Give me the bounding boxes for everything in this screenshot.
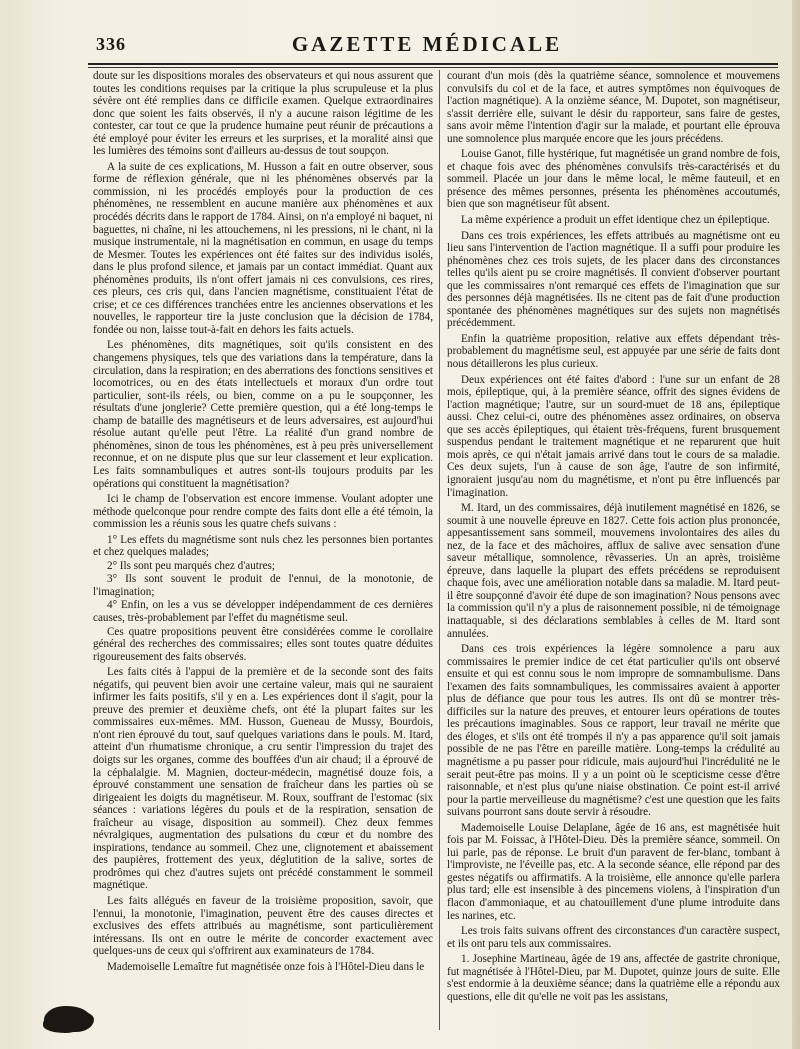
paragraph: La même expérience a produit un effet identique chez un épileptique.	[461, 214, 770, 227]
page-number: 336	[96, 34, 126, 54]
paragraph: Les phénomènes, dits magnétiques, soit qu'ils consistent en des changemens physiques, tels que des variations dans la température, dans la circulation, dans la respiration; en des aberrations des fonctions sensitives et locomotrices, ou en des états intellectuels et moraux d'un ordre tout particulier, sont-ils réels, ou bien, comme on a pu le soupçonner, les résultats d'une jonglerie? Cette première question, qui a été long-temps le champ de bataille des magnétiseurs et de leurs adversaires, est aujourd'hui résolue autant qu'elle peut l'être. La réalité d'un grand nombre de phénomènes, sinon de tous les phénomènes, est à peu près universellement reconnue, et on ne dispute plus que sur leur classement et leur explication. Les faits somnambuliques et autres sont-ils toujours produits par les opérations qui constituent la magnétisation?	[93, 339, 433, 490]
paragraph: Dans ces trois expériences la légère somnolence a paru aux commissaires le premier indice de cet état particulier qu'ils ont observé ensuite et qui est connu sous le nom impropre de somnambulisme. Dans l'examen des faits somnambuliques, les commissaires avaient à apporter plus de défiance que pour tous les autres. Ils ont dû se montrer très-difficiles sur la nature des preuves, et entourer leurs opérations de toutes les précautions imaginables. Sous ce rapport, leur travail ne mérite que des éloges, et s'ils ont été trompés il n'y a pas apparence qu'il soit jamais possible de ne pas l'être en pareille matière. Long-temps la crédulité au magnétisme a pu passer pour ridicule, mais aujourd'hui l'incrédulité ne le serait peut-être pas moins. Il y a un point où le scepticisme cesse d'être raisonnable, et n'est plus qu'une niaise obstination. Ce point est-il arrivé pour la partie merveilleuse du magnétisme? c'est une question que les faits suivans pourront sans doute servir à résoudre.	[447, 643, 780, 819]
paragraph: Mademoiselle Louise Delaplane, âgée de 16 ans, est magnétisée huit fois par M. Foissac, à l'Hôtel-Dieu. Dès la première séance, sommeil. On lui parle, pas de réponse. Le bruit d'un paravent de fer-blanc, tombant à l'improviste, ne l'éveille pas, etc. A la seconde séance, elle répond par des gestes négatifs ou affirmatifs. A la troisième, elle annonce qu'elle parlera plus tard; elle est insensible à des pincemens violens, à l'inspiration d'un flacon d'ammoniaque, et au chatouillement d'une plume introduite dans les narines, etc.	[447, 821, 780, 922]
paragraph: Louise Ganot, fille hystérique, fut magnétisée un grand nombre de fois, et chaque fois avec des phénomènes convulsifs très-caractérisés et du sommeil. Placée un jour dans le même local, le même fauteuil, et en présence des mêmes personnes, présenta les phénomènes accoutumés, bien que son magnétiseur fût absent.	[447, 148, 780, 211]
paragraph: doute sur les dispositions morales des observateurs et qui nous assurent que toutes les conditions requises par la critique la plus scrupuleuse et la plus sévère ont été remplies dans ce difficile examen. Quelque extraordinaires donc que soient les faits observés, il n'y a aucune raison légitime de les contester, car tout ce que la prudence humaine peut réunir de précautions a été employé pour éviter les erreurs et les surprises, et la moralité ainsi que les lumières des témoins sont d'ailleurs au-dessus de tout soupçon.	[93, 70, 433, 158]
paragraph: courant d'un mois (dès la quatrième séance, somnolence et mouvemens convulsifs du col et de la face, et autres symptômes non équivoques de l'action magnétique). A la onzième séance, M. Dupotet, son magnétiseur, s'assit derrière elle, suivant le désir du rapporteur, sans faire de gestes, sans avoir même l'intention d'agir sur la malade, et pourtant elle éprouva une somnolence plus marquée encore que les jours précédens.	[447, 70, 780, 145]
header-rule-thin	[88, 67, 778, 68]
paragraph: 1. Josephine Martineau, âgée de 19 ans, affectée de gastrite chronique, fut magnétisée à l'Hôtel-Dieu, par M. Dupotet, quinze jours de suite. Elle s'est endormie à la deuxième séance; dans la quatrième elle a répondu aux questions, elle dit qu'elle ne voit pas les assistans,	[447, 953, 780, 1003]
ink-blot	[44, 1006, 90, 1032]
page-header	[74, 30, 780, 64]
paragraph: Deux expériences ont été faites d'abord : l'une sur un enfant de 28 mois, épileptique, qui, à la première séance, offrit des signes évidens de l'action magnétique; l'autre, sur un sourd-muet de 18 ans, épileptique aussi. Chez celui-ci, outre des phénomènes assez ordinaires, on observa que ses accès épileptiques, qui étaient très-fréquens, furent brusquement suspendus pendant le traitement magnétique et ne reparurent que huit mois après, ce qui n'était jamais arrivé dans tout le cours de sa maladie. Ces deux sujets, l'un à cause de son âge, l'autre de son infirmité, ignoraient jusqu'au nom du magnétisme, et n'ont pu être influencés par l'imagination.	[447, 373, 780, 499]
list-item: 1° Les effets du magnétisme sont nuls chez les personnes bien portantes et chez quelques malades;	[93, 533, 433, 559]
list-item: 3° Ils sont souvent le produit de l'ennui, de la monotonie, de l'imagination;	[93, 573, 433, 598]
paragraph: Mademoiselle Lemaître fut magnétisée onze fois à l'Hôtel-Dieu dans le	[107, 960, 425, 973]
paragraph: Enfin la quatrième proposition, relative aux effets dépendant très-probablement du magnétisme seul, est appuyée par une série de faits dont nous détaillerons les plus curieux.	[447, 332, 780, 371]
journal-title: GAZETTE MÉDICALE	[291, 32, 563, 56]
paragraph: Dans ces trois expériences, les effets attribués au magnétisme ont eu lieu sans l'intervention de l'action magnétique. Il a suffi pour produire les phénomènes chez ces trois sujets, de les placer dans des circonstances telles qu'ils aient pu se croire magnétisés. Il convient d'observer pourtant que les commissaires n'ont remarqué ces effets de l'imagination que sur des personnes déjà magnétisées. Ils ne citent pas de fait d'une production spontanée des phénomènes magnétiques sur des sujets non magnétisés précédemment.	[447, 229, 780, 330]
page-edge	[792, 0, 800, 1049]
paragraph: Les faits cités à l'appui de la première et de la seconde sont des faits négatifs, qui peuvent bien avoir une certaine valeur, mais qui ne sauraient infirmer les faits positifs, s'il y en a. Les expériences dont il s'agit, pour la preuve des premier et deuxième chefs, ont été la plupart faites sur les commissaires eux-mêmes. MM. Husson, Gueneau de Mussy, Bourdois, n'ont rien éprouvé du tout, sauf quelques variations dans le pouls. M. Itard, atteint d'un rhumatisme chronique, a cru sentir l'impression du trajet des doigts sur les organes, comme des bouffées d'un air chaud; il a éprouvé de la céphalalgie. M. Magnien, docteur-médecin, magnétisé douze fois, a éprouvé constamment une sensation de fraîcheur dans les parties où se dirigeaient les doigts du magnétiseur. M. Roux, souffrant de l'estomac (six séances : variations légères du pouls et de la respiration, sensation de fraîcheur au visage, disposition au sommeil). Chez deux femmes névralgiques, augmentation des pulsations du cœur et du nombre des inspirations, tendance au sommeil. Chez une, clignotement et abaissement des paupières, frottement des yeux, déglutition de la salive, sortes de prodrômes qui chez d'autres sujets ont précédé constamment le sommeil magnétique.	[93, 666, 433, 892]
list-item: 2° Ils sont peu marqués chez d'autres;	[107, 559, 275, 572]
paragraph: A la suite de ces explications, M. Husson a fait en outre observer, sous forme de réflexion générale, que ni les phénomènes observés par la commission, ni les procédés employés pour la production de ces phénomènes, ne ressemblent en aucune manière aux phénomènes et aux procédés décrits dans le rapport de 1784. Ainsi, on n'a employé ni baquet, ni baguettes, ni chaîne, ni les attouchemens, ni les pressions, ni le chant, ni la musique instrumentale, ni la magnétisation en commun, en usage du temps de Mesmer. Toutes les expériences ont été faites sur des individus isolés, dans le plus profond silence, et jamais par un contact immédiat. Quant aux phénomènes produits, ils n'ont offert jamais ni ces convulsions, ces rires, ces pleurs, ces cris qui, dans l'ancien magnétisme, constituaient l'état de crise; et ce ces différences tranchées entre les anciennes observations et les nouvelles, le rapporteur tire la juste conclusion que la décision de 1784, fondée ou non, laisse tout-à-fait en dehors les faits actuels.	[93, 160, 433, 336]
left-column	[93, 70, 433, 1035]
paragraph: Les trois faits suivans offrent des circonstances d'un caractère suspect, et ils ont paru tels aux commissaires.	[447, 925, 780, 950]
paragraph: Ici le champ de l'observation est encore immense. Voulant adopter une méthode quelconque pour rendre compte des faits dont elle a été témoin, la commission les a réunis sous les quatre chefs suivans :	[93, 493, 433, 531]
header-rule	[88, 63, 778, 65]
right-column	[447, 70, 780, 1035]
paragraph: Ces quatre propositions peuvent être considérées comme le corollaire général des recherches des commissaires; elles sont toutes quatre déduites rigoureusement des faits observés.	[93, 625, 433, 663]
column-divider	[439, 70, 440, 1030]
paragraph: Les faits allégués en faveur de la troisième proposition, savoir, que l'ennui, la monotonie, l'imagination, peuvent être des causes directes et exclusives des effets attribués au magnétisme, sont particulièrement intéressans. Ils ont en outre le mérite de concorder exactement avec quelques-uns de ceux qui s'offrirent aux examinateurs de 1784.	[93, 895, 433, 958]
list-item: 4° Enfin, on les a vus se développer indépendamment de ces dernières causes, très-probablement par l'effet du magnétisme seul.	[93, 599, 433, 624]
paragraph: M. Itard, un des commissaires, déjà inutilement magnétisé en 1826, se soumit à une nouvelle épreuve en 1827. Cette fois action plus prononcée, appesantissement sans sommeil, mouvemens involontaires des ailes du nez, de la face et des mâchoires, afflux de salive avec sensation d'une saveur métallique, somnolence, rêvasseries. Un an après, troisième épreuve, dans laquelle la plupart des effets précédens se reproduisent chaque fois, avec une amélioration notable dans sa maladie. M. Itard peut-il être soupçonné d'avoir été dupe de son imagination? Nous pensons avec la commission qu'il n'y a plus de raisonnement possible, ni de témoignage inattaquable, si des déclarations semblables à celles de M. Itard sont annulées.	[447, 502, 780, 640]
